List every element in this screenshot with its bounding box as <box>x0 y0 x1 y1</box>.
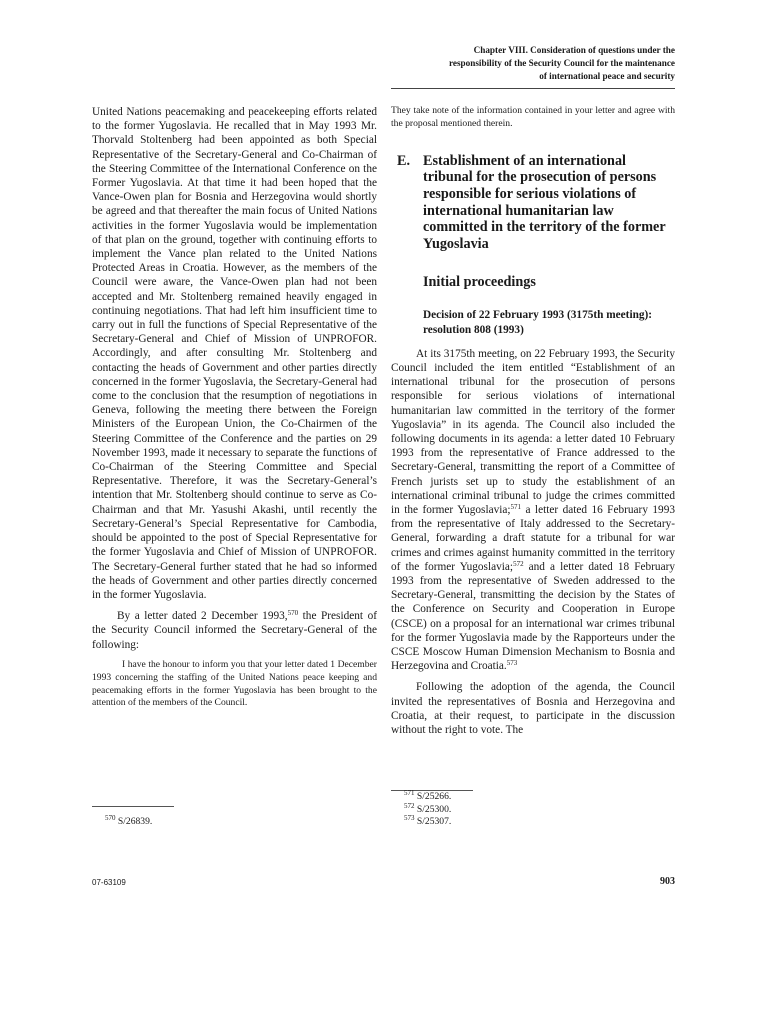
section-heading <box>391 153 675 253</box>
header-line: of international peace and security <box>539 71 675 82</box>
footnote-ref[interactable]: 570 <box>287 609 299 618</box>
subsection-heading: Initial proceedings <box>423 274 536 291</box>
footnote-ref[interactable]: 571 <box>510 503 522 512</box>
decision-heading: Decision of 22 February 1993 (3175th meeting): resolution 808 (1993) <box>423 309 653 336</box>
footnote-rule <box>92 806 174 807</box>
body-paragraph: Following the adoption of the agenda, the Council invited the representatives of Bosnia and Herzegovina and Croatia, at their request, to participate in the discussion without the right to vote. The <box>391 681 675 737</box>
section-title: Establishment of an international tribunal for the prosecution of persons responsible for serious violations of international humanitarian law committed in the territory of the former Yugoslavia <box>423 152 666 252</box>
section-letter: E. <box>397 152 411 169</box>
body-paragraph: United Nations peacemaking and peacekeeping efforts related to the former Yugoslavia. He recalled that in May 1993 Mr. Thorvald Stoltenberg had been appointed as both Special Representative of the Secretary-General and Co-Chairman of the Steering Committee of the International Conference on the Former Yugoslavia. At that time it had been hoped that the Vance-Owen plan for Bosnia and Herzegovina would shortly be agreed and that thereafter the main focus of United Nations activities in the former Yugoslavia would be implementation of that plan on the ground, together with continuing efforts to implement the Vance plan related to the United Nations Protected Areas in Croatia. However, as the members of the Council were aware, the Vance-Owen plan had not been accepted and Mr. Stoltenberg remained heavily engaged in continuing negotiations. That had left him insufficient time to carry out in full the functions of Special Representative of the Secretary-General and Chief of Mission of UNPROFOR. Accordingly, and after consulting Mr. Stoltenberg and contacting the heads of Government and other parties directly concerned in the former Yugoslavia, the Secretary-General had come to the conclusion that the resumption of negotiations in Geneva, following the meeting there between the Foreign Ministers of the European Union, the Co-Chairmen of the Steering Committee of the Conference and the parties on 29 November 1993, made it necessary to separate the functions of Co-Chairman of the Steering Committee and Special Representative. Therefore, it was the Secretary-General’s intention that Mr. Stoltenberg should continue to serve as Co-Chairman and that Mr. Yasushi Akashi, until recently the Secretary-General’s Special Representative for Cambodia, should be appointed to the post of Special Representative for the former Yugoslavia and Chief of Mission of UNPROFOR. The Secretary-General further stated that he had so informed the heads of Government and other parties directly concerned in the former Yugoslavia. <box>92 106 377 601</box>
footnote: $^{572}$ S/25300. <box>404 801 452 815</box>
header-line: responsibility of the Security Council for the maintenance <box>448 58 675 69</box>
block-quote: They take note of the information contained in your letter and agree with the proposal mentioned therein. <box>391 105 675 129</box>
running-header <box>315 44 675 84</box>
footnote: $^{570}$ S/26839. <box>105 814 153 827</box>
right-column <box>391 105 675 737</box>
block-quote: I have the honour to inform you that your letter dated 1 December 1993 concerning the staffing of the United Nations peace keeping and peacemaking efforts in the former Yugoslavia has been brought to the attention of the members of the Council. <box>92 658 377 709</box>
footnote-ref[interactable]: 572 <box>513 559 524 568</box>
document-id: 07-63109 <box>92 878 126 887</box>
body-paragraph: At its 3175th meeting, on 22 February 1993, the Security Council included the item entitled “Establishment of an international tribunal for the prosecution of persons responsible for serious violations of international humanitarian law committed in the territory of the former Yugoslavia” in its agenda. The Council also included the following documents in its agenda: a letter dated 10 February 1993 from the representative of France addressed to the Secretary-General, transmitting the report of a Committee of French jurists set up to study the establishment of an international criminal tribunal to judge the crimes committed in the former Yugoslavia;$^{571}$ a letter dated 16 February 1993 from the representative of Italy addressed to the Secretary-General, forwarding a draft statute for a tribunal for war crimes and crimes against humanity committed in the territory of the former Yugoslavia;$^{572}$ and a letter dated 18 February 1993 from the representative of Sweden addressed to the Secretary-General, transmitting the decision by the States of the Conference on Security and Cooperation in Europe (CSCE) on a proposal for an international war crimes tribunal for the former Yugoslavia made by the Rapporteurs under the CSCE Moscow Human Dimension Mechanism to Bosnia and Herzegovina and Croatia.$^{573}$ <box>391 347 675 673</box>
page-number: 903 <box>660 876 675 887</box>
footnote: $^{571}$ S/25266. <box>404 789 452 802</box>
body-paragraph: By a letter dated 2 December 1993,$^{570}$ the President of the Security Council informed the Secretary-General of the following: <box>92 609 377 651</box>
header-line: Chapter VIII. Consideration of questions under the <box>473 45 675 55</box>
header-rule <box>391 88 675 89</box>
footnote: $^{573}$ S/25307. <box>404 814 452 827</box>
footnote-ref[interactable]: 573 <box>506 659 518 668</box>
footnotes-left <box>92 806 174 829</box>
left-column <box>92 105 377 710</box>
footnotes-right <box>391 790 473 829</box>
